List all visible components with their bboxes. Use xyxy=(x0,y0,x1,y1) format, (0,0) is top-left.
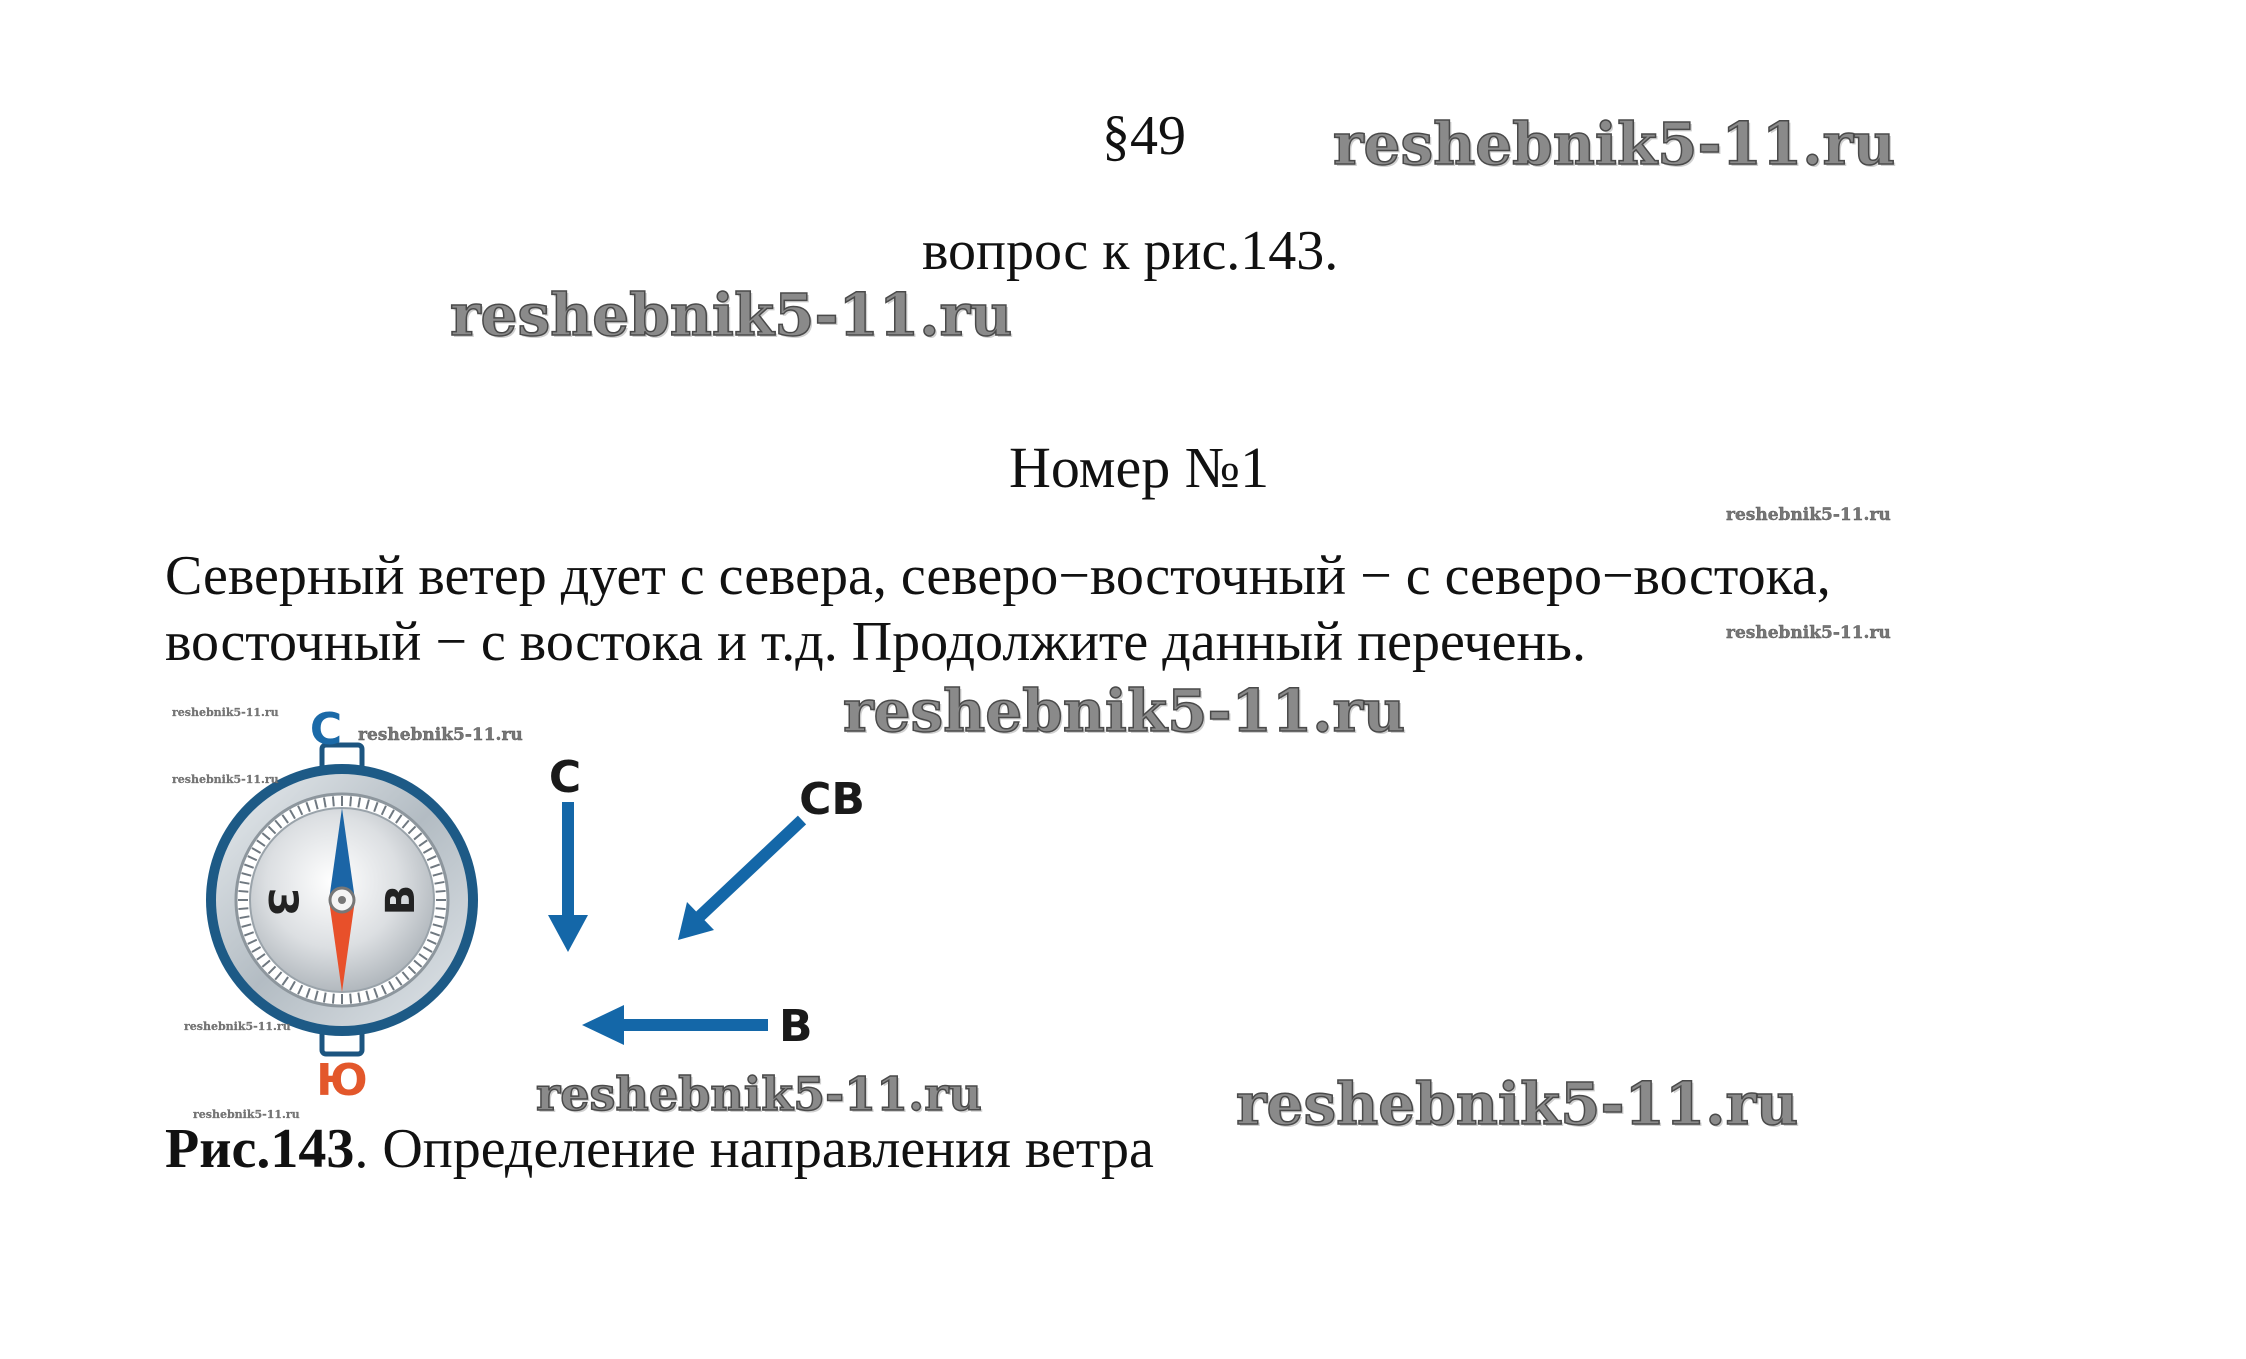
compass-tick xyxy=(350,994,351,1004)
figure-143 xyxy=(150,690,900,1110)
watermark-logo: reshebnik5-11.ru xyxy=(1236,1070,1799,1138)
task-text-line-2: восточный − с востока и т.д. Продолжите данный перечень. xyxy=(165,611,1586,673)
watermark-logo: reshebnik5-11.ru xyxy=(1726,505,1891,525)
figure-caption-label: Рис.143 xyxy=(165,1118,355,1180)
question-reference: вопрос к рис.143. xyxy=(922,220,1339,282)
figure-caption xyxy=(165,1114,1154,1184)
task-text-line-1: Северный ветер дует с севера, северо−восточный − с северо−востока, xyxy=(165,545,1831,607)
compass-south-label: Ю xyxy=(316,1055,368,1106)
arrow-east-label: В xyxy=(779,1001,813,1052)
compass-dial-east: В xyxy=(378,884,424,916)
watermark-logo: reshebnik5-11.ru xyxy=(1333,110,1896,178)
item-number-title: Номер №1 xyxy=(1009,435,1270,500)
watermark-logo: reshebnik5-11.ru xyxy=(172,773,279,786)
watermark-logo: reshebnik5-11.ru xyxy=(1726,623,1891,643)
watermark-logo: reshebnik5-11.ru xyxy=(184,1020,291,1033)
watermark-logo: reshebnik5-11.ru xyxy=(358,725,523,745)
watermark-logo: reshebnik5-11.ru xyxy=(193,1108,300,1121)
watermark-logo: reshebnik5-11.ru xyxy=(450,281,1013,349)
compass-tick xyxy=(436,908,446,909)
arrow-northeast-label: СВ xyxy=(799,774,865,825)
arrow-east-icon xyxy=(582,1005,768,1045)
arrow-north-label: С xyxy=(548,752,582,803)
compass-icon xyxy=(206,764,478,1036)
compass-tick xyxy=(436,891,446,892)
compass-tick xyxy=(333,994,334,1004)
figure-caption-text: . Определение направления ветра xyxy=(354,1118,1154,1180)
section-number: §49 xyxy=(1102,105,1186,167)
watermark-logo: reshebnik5-11.ru xyxy=(843,677,1406,745)
compass-tick xyxy=(238,891,248,892)
compass-tick xyxy=(350,796,351,806)
compass-tick xyxy=(333,796,334,806)
arrow-north-icon xyxy=(548,802,588,952)
arrow-northeast-icon xyxy=(678,820,802,940)
compass-tick xyxy=(238,908,248,909)
compass-north-label: С xyxy=(309,704,343,755)
watermark-logo: reshebnik5-11.ru xyxy=(172,706,279,719)
compass-dial-west: З xyxy=(259,887,305,917)
watermark-logo: reshebnik5-11.ru xyxy=(536,1067,982,1121)
